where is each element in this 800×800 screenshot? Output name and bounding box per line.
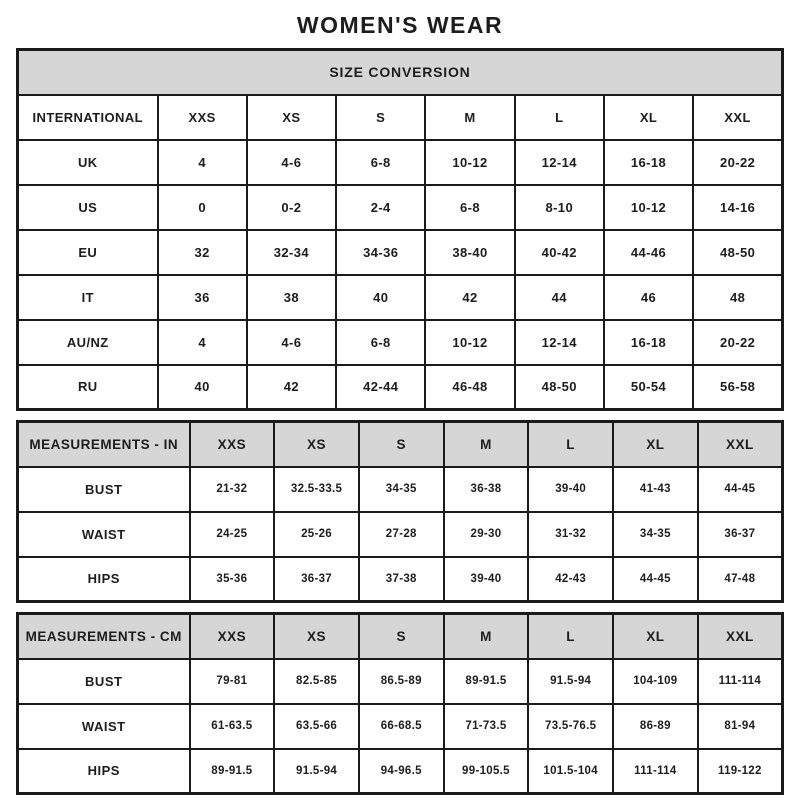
measurements-in-table-hips-value-5: 44-45 — [613, 557, 698, 602]
measurements-in-table-hips-value-2: 37-38 — [359, 557, 444, 602]
measurements-cm-table-column-header-row — [18, 614, 783, 659]
conversion-table-row-it — [18, 275, 783, 320]
measurements-in-table-col-header-s: S — [359, 422, 444, 467]
conversion-table-eu-value-1: 32-34 — [247, 230, 336, 275]
conversion-table-uk-value-6: 20-22 — [693, 140, 782, 185]
measurements-in-table-waist-value-5: 34-35 — [613, 512, 698, 557]
measurements-cm-table-bust-value-1: 82.5-85 — [274, 659, 359, 704]
measurements-in-table-row-bust — [18, 467, 783, 512]
measurements-cm-table-row-label-bust: BUST — [18, 659, 190, 704]
measurements-in-table-waist-value-0: 24-25 — [190, 512, 275, 557]
conversion-table-au-nz-value-2: 6-8 — [336, 320, 425, 365]
conversion-table-it-value-0: 36 — [158, 275, 247, 320]
measurements-cm-table-hips-value-6: 119-122 — [698, 749, 783, 794]
measurements-cm-table-col-header-s: S — [359, 614, 444, 659]
conversion-table-it-value-5: 46 — [604, 275, 693, 320]
conversion-table-eu-value-3: 38-40 — [425, 230, 514, 275]
measurements-cm-table-waist-value-3: 71-73.5 — [444, 704, 529, 749]
conversion-table-au-nz-value-0: 4 — [158, 320, 247, 365]
measurements-cm-table-col-header-m: M — [444, 614, 529, 659]
measurements-cm-table-col-header-l: L — [528, 614, 613, 659]
measurements-cm-table-hips-value-1: 91.5-94 — [274, 749, 359, 794]
conversion-table-us-value-5: 10-12 — [604, 185, 693, 230]
conversion-table-row-label-us: US — [18, 185, 158, 230]
measurements-in-table-row-waist — [18, 512, 783, 557]
conversion-table-eu-value-0: 32 — [158, 230, 247, 275]
measurements-in-table-bust-value-4: 39-40 — [528, 467, 613, 512]
conversion-table-col-header-xxs: XXS — [158, 95, 247, 140]
conversion-table-uk-value-2: 6-8 — [336, 140, 425, 185]
measurements-in-table-waist-value-1: 25-26 — [274, 512, 359, 557]
conversion-table-row-uk — [18, 140, 783, 185]
measurements-in-table — [16, 420, 784, 603]
conversion-table-au-nz-value-1: 4-6 — [247, 320, 336, 365]
conversion-table-ru-value-1: 42 — [247, 365, 336, 410]
measurements-cm-table-bust-value-2: 86.5-89 — [359, 659, 444, 704]
conversion-table-title: SIZE CONVERSION — [18, 50, 783, 95]
measurements-in-table-waist-value-2: 27-28 — [359, 512, 444, 557]
conversion-table-row-ru — [18, 365, 783, 410]
conversion-table-col-header-international: INTERNATIONAL — [18, 95, 158, 140]
measurements-cm-table-hips-value-0: 89-91.5 — [190, 749, 275, 794]
measurements-in-table-col-header-xxs: XXS — [190, 422, 275, 467]
conversion-table-col-header-s: S — [336, 95, 425, 140]
measurements-in-table-bust-value-6: 44-45 — [698, 467, 783, 512]
conversion-table-uk-value-4: 12-14 — [515, 140, 604, 185]
conversion-table-it-value-6: 48 — [693, 275, 782, 320]
conversion-table-us-value-3: 6-8 — [425, 185, 514, 230]
measurements-cm-table-row-label-waist: WAIST — [18, 704, 190, 749]
measurements-in-table-waist-value-3: 29-30 — [444, 512, 529, 557]
measurements-in-table-waist-value-4: 31-32 — [528, 512, 613, 557]
measurements-in-table-bust-value-2: 34-35 — [359, 467, 444, 512]
measurements-in-table-col-header-xs: XS — [274, 422, 359, 467]
measurements-cm-table-waist-value-5: 86-89 — [613, 704, 698, 749]
measurements-cm-table-col-header-xxs: XXS — [190, 614, 275, 659]
conversion-table-ru-value-5: 50-54 — [604, 365, 693, 410]
measurements-cm-table-hips-value-3: 99-105.5 — [444, 749, 529, 794]
measurements-cm-table-waist-value-6: 81-94 — [698, 704, 783, 749]
conversion-table-au-nz-value-4: 12-14 — [515, 320, 604, 365]
conversion-table-au-nz-value-3: 10-12 — [425, 320, 514, 365]
measurements-in-table-row-label-hips: HIPS — [18, 557, 190, 602]
measurements-cm-table-col-header-xs: XS — [274, 614, 359, 659]
measurements-in-table-bust-value-5: 41-43 — [613, 467, 698, 512]
conversion-table-row-label-uk: UK — [18, 140, 158, 185]
measurements-in-table-hips-value-1: 36-37 — [274, 557, 359, 602]
conversion-table-uk-value-5: 16-18 — [604, 140, 693, 185]
conversion-table-col-header-m: M — [425, 95, 514, 140]
conversion-table-us-value-6: 14-16 — [693, 185, 782, 230]
measurements-in-table-bust-value-0: 21-32 — [190, 467, 275, 512]
measurements-in-table-col-header-xl: XL — [613, 422, 698, 467]
conversion-table-eu-value-2: 34-36 — [336, 230, 425, 275]
measurements-cm-table-waist-value-0: 61-63.5 — [190, 704, 275, 749]
measurements-in-table-col-header-m: M — [444, 422, 529, 467]
measurements-in-table-bust-value-3: 36-38 — [444, 467, 529, 512]
page-title: WOMEN'S WEAR — [296, 12, 504, 38]
measurements-in-table-column-header-row — [18, 422, 783, 467]
measurements-cm-table-bust-value-0: 79-81 — [190, 659, 275, 704]
conversion-table-us-value-2: 2-4 — [336, 185, 425, 230]
measurements-in-table-hips-value-3: 39-40 — [444, 557, 529, 602]
conversion-table-us-value-4: 8-10 — [515, 185, 604, 230]
conversion-table-it-value-2: 40 — [336, 275, 425, 320]
conversion-table-it-value-4: 44 — [515, 275, 604, 320]
conversion-table-row-us — [18, 185, 783, 230]
measurements-cm-table-waist-value-4: 73.5-76.5 — [528, 704, 613, 749]
measurements-cm-table-row-bust — [18, 659, 783, 704]
measurements-cm-table-waist-value-2: 66-68.5 — [359, 704, 444, 749]
conversion-table-it-value-3: 42 — [425, 275, 514, 320]
conversion-table-eu-value-6: 48-50 — [693, 230, 782, 275]
measurements-cm-table — [16, 612, 784, 795]
conversion-table-au-nz-value-5: 16-18 — [604, 320, 693, 365]
conversion-table-row-label-it: IT — [18, 275, 158, 320]
measurements-in-table-hips-value-6: 47-48 — [698, 557, 783, 602]
conversion-table-row-label-ru: RU — [18, 365, 158, 410]
measurements-cm-table-col-header-xxl: XXL — [698, 614, 783, 659]
measurements-in-table-col-header-xxl: XXL — [698, 422, 783, 467]
conversion-table-row-label-eu: EU — [18, 230, 158, 275]
measurements-in-table-row-label-bust: BUST — [18, 467, 190, 512]
measurements-in-table-hips-value-0: 35-36 — [190, 557, 275, 602]
measurements-cm-table-hips-value-4: 101.5-104 — [528, 749, 613, 794]
conversion-table-col-header-xxl: XXL — [693, 95, 782, 140]
measurements-cm-table-row-hips — [18, 749, 783, 794]
conversion-table-uk-value-3: 10-12 — [425, 140, 514, 185]
conversion-table-ru-value-6: 56-58 — [693, 365, 782, 410]
measurements-cm-table-hips-value-5: 111-114 — [613, 749, 698, 794]
conversion-table-col-header-xs: XS — [247, 95, 336, 140]
conversion-table-uk-value-0: 4 — [158, 140, 247, 185]
conversion-table-uk-value-1: 4-6 — [247, 140, 336, 185]
conversion-table-it-value-1: 38 — [247, 275, 336, 320]
measurements-cm-table-col-header-xl: XL — [613, 614, 698, 659]
conversion-table-ru-value-4: 48-50 — [515, 365, 604, 410]
conversion-table-merged-header-row — [18, 50, 783, 95]
size-conversion-table — [16, 48, 784, 411]
conversion-table-row-eu — [18, 230, 783, 275]
measurements-cm-table-hips-value-2: 94-96.5 — [359, 749, 444, 794]
measurements-cm-table-bust-value-5: 104-109 — [613, 659, 698, 704]
measurements-in-table-col-header-measurements-in: MEASUREMENTS - IN — [18, 422, 190, 467]
measurements-cm-table-row-label-hips: HIPS — [18, 749, 190, 794]
conversion-table-col-header-l: L — [515, 95, 604, 140]
conversion-table-us-value-0: 0 — [158, 185, 247, 230]
measurements-in-table-bust-value-1: 32.5-33.5 — [274, 467, 359, 512]
conversion-table-row-au-nz — [18, 320, 783, 365]
measurements-cm-table-bust-value-4: 91.5-94 — [528, 659, 613, 704]
conversion-table-col-header-xl: XL — [604, 95, 693, 140]
measurements-in-table-row-hips — [18, 557, 783, 602]
measurements-in-table-col-header-l: L — [528, 422, 613, 467]
measurements-in-table-row-label-waist: WAIST — [18, 512, 190, 557]
conversion-table-column-header-row — [18, 95, 783, 140]
conversion-table-eu-value-4: 40-42 — [515, 230, 604, 275]
conversion-table-ru-value-2: 42-44 — [336, 365, 425, 410]
conversion-table-au-nz-value-6: 20-22 — [693, 320, 782, 365]
measurements-cm-table-row-waist — [18, 704, 783, 749]
conversion-table-ru-value-0: 40 — [158, 365, 247, 410]
conversion-table-row-label-au-nz: AU/NZ — [18, 320, 158, 365]
measurements-in-table-hips-value-4: 42-43 — [528, 557, 613, 602]
conversion-table-us-value-1: 0-2 — [247, 185, 336, 230]
conversion-table-ru-value-3: 46-48 — [425, 365, 514, 410]
measurements-in-table-waist-value-6: 36-37 — [698, 512, 783, 557]
measurements-cm-table-waist-value-1: 63.5-66 — [274, 704, 359, 749]
measurements-cm-table-bust-value-6: 111-114 — [698, 659, 783, 704]
measurements-cm-table-bust-value-3: 89-91.5 — [444, 659, 529, 704]
measurements-cm-table-col-header-measurements-cm: MEASUREMENTS - CM — [18, 614, 190, 659]
conversion-table-eu-value-5: 44-46 — [604, 230, 693, 275]
